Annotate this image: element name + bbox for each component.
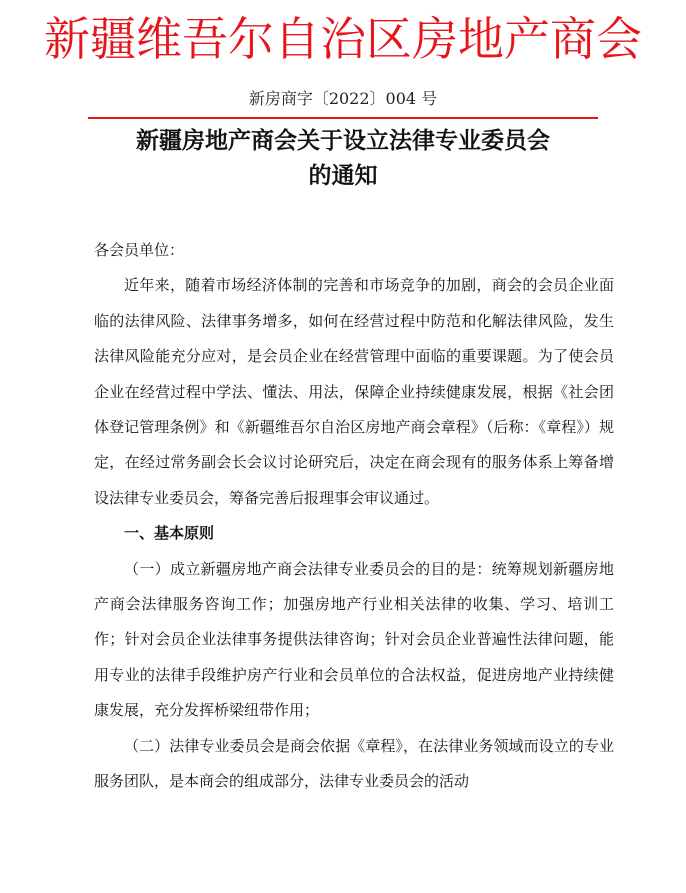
salutation: 各会员单位： (94, 241, 185, 259)
intro-paragraph: 近年来，随着市场经济体制的完善和市场竞争的加剧，商会的会员企业面临的法律风险、法律事务增多，如何在经营过程中防范和化解法律风险，发生法律风险能充分应对，是会员企业在经营管理中面临的重要课题。为了使会员企业在经营过程中学法、懂法、用法，保障企业持续健康发展，根据《社会团体登记管理条例》和《新疆维吾尔自治区房地产商会章程》（后称：《章程》）规定，在经过常务副会长会议讨论研究后，决定在商会现有的服务体系上筹备增设法律专业委员会，筹备完善后报理事会审议通过。 (94, 276, 614, 507)
document-body (94, 233, 614, 800)
principle-item-1: （一）成立新疆房地产商会法律专业委员会的目的是：统筹规划新疆房地产商会法律服务咨询工作；加强房地产行业相关法律的收集、学习、培训工作；针对会员企业法律事务提供法律咨询；针对会员企业普遍性法律问题，能用专业的法律手段维护房产行业和会员单位的合法权益，促进房地产业持续健康发展，充分发挥桥梁纽带作用； (94, 559, 614, 720)
section-heading-basic-principles: 一、基本原则 (124, 524, 215, 543)
document-number: 新房商字〔2022〕004 号 (248, 89, 438, 108)
organization-header: 新疆维吾尔自治区房地产商会 (44, 12, 642, 66)
red-divider-line (88, 117, 598, 119)
document-title-line-2: 的通知 (308, 163, 378, 189)
document-title-line-1: 新疆房地产商会关于设立法律专业委员会 (136, 128, 550, 154)
document-title (60, 124, 626, 194)
principle-item-2: （二）法律专业委员会是商会依据《章程》，在法律业务领域而设立的专业服务团队，是本商会的组成部分，法律专业委员会的活动 (94, 736, 614, 791)
